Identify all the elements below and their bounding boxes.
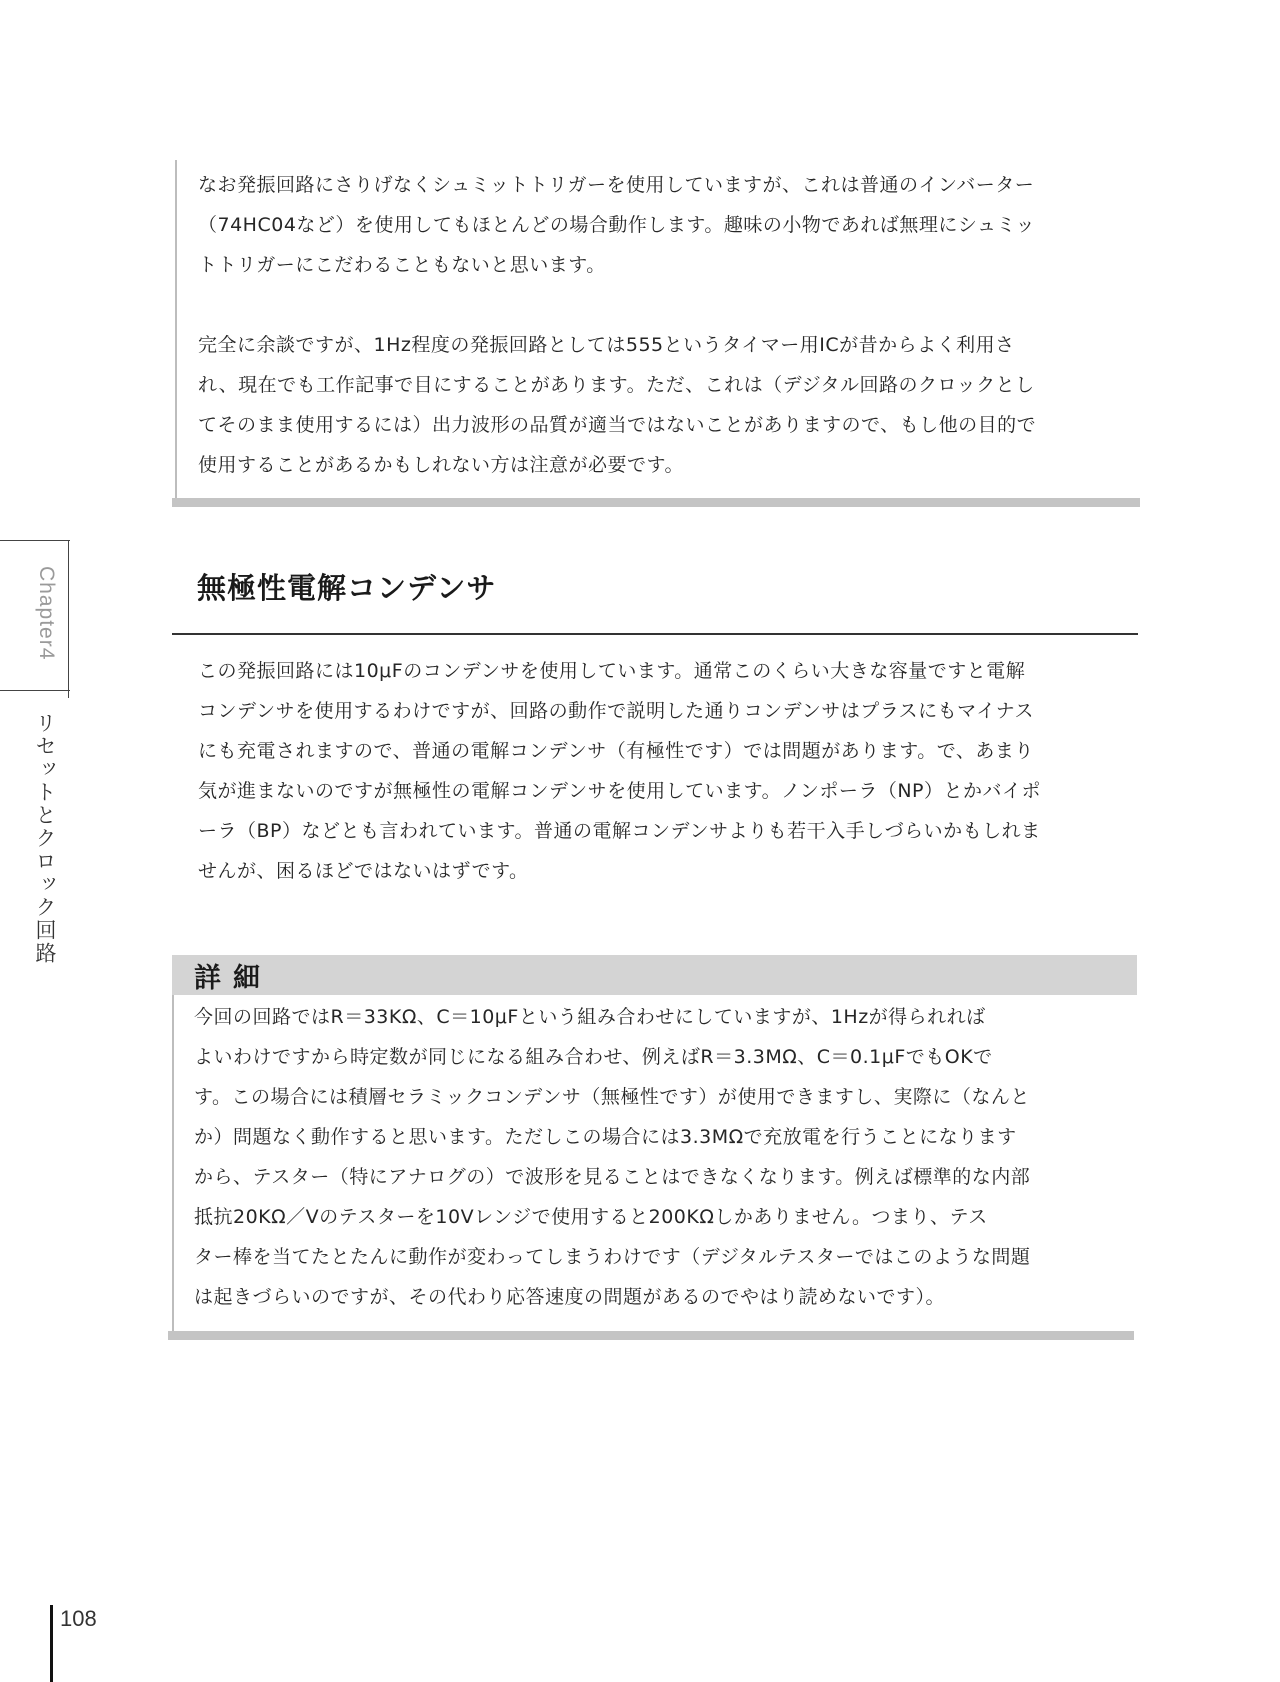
chapter-title: リセットとクロック回路	[33, 712, 57, 965]
notes-paragraph-2: 完全に余談ですが、1Hz程度の発振回路としては555というタイマー用ICが昔からよく利用さ れ、現在でも工作記事で目にすることがあります。ただ、これは（デジタル回路のクロックとし てそのまま使用するには）出力波形の品質が適当ではないことがありますので、もし他の目的で 使用することがあるかもしれない方は注意が必要です。	[198, 334, 1037, 476]
detail-box-header	[172, 955, 1137, 995]
page-number: 108	[60, 1606, 97, 1631]
notes-box-left-rule	[175, 160, 177, 498]
side-tab-middle-line	[0, 690, 70, 691]
side-tab-top-line	[0, 540, 70, 541]
detail-box-body: 今回の回路ではR＝33KΩ、C＝10μFという組み合わせにしていますが、1Hzが得られれば よいわけですから時定数が同じになる組み合わせ、例えばR＝3.3MΩ、C＝0.1μFでもOKで す。この場合には積層セラミックコンデンサ（無極性です）が使用できますし、実際に（なんと か）問題なく動作すると思います。ただしこの場合には3.3MΩで充放電を行うことになります から、テスター（特にアナログの）で波形を見ることはできなくなります。例えば標準的な内部 抵抗20KΩ／Vのテスターを10Vレンジで使用すると200KΩしかありません。つまり、テス ター棒を当てたとたんに動作が変わってしまうわけです（デジタルテスターではこのような問題 は起きづらいのですが、その代わり応答速度の問題があるのでやはり読めないです）。	[194, 1006, 1031, 1308]
detail-box-title: 詳細	[194, 963, 272, 994]
notes-paragraph-1: なお発振回路にさりげなくシュミットトリガーを使用していますが、これは普通のインバーター （74HC04など）を使用してもほとんどの場合動作します。趣味の小物であれば無理にシュミッ トトリガーにこだわることもないと思います。	[198, 174, 1036, 276]
notes-box-bottom-bar	[172, 498, 1140, 507]
chapter-label: Chapter4	[35, 566, 58, 661]
section-body: この発振回路には10μFのコンデンサを使用しています。通常このくらい大きな容量ですと電解 コンデンサを使用するわけですが、回路の動作で説明した通りコンデンサはプラスにもマイナス にも充電されますので、普通の電解コンデンサ（有極性です）では問題があります。で、あまり 気が進まないのですが無極性の電解コンデンサを使用しています。ノンポーラ（NP）とかバイポ ーラ（BP）などとも言われています。普通の電解コンデンサよりも若干入手しづらいかもしれま せんが、困るほどではないはずです。	[198, 660, 1042, 882]
section-heading: 無極性電解コンデンサ	[197, 571, 497, 605]
side-tab-divider	[68, 540, 69, 698]
detail-box-bottom-bar	[168, 1331, 1134, 1340]
detail-box-left-rule	[172, 995, 174, 1335]
page-number-bar	[50, 1605, 53, 1682]
section-heading-rule	[172, 633, 1138, 635]
